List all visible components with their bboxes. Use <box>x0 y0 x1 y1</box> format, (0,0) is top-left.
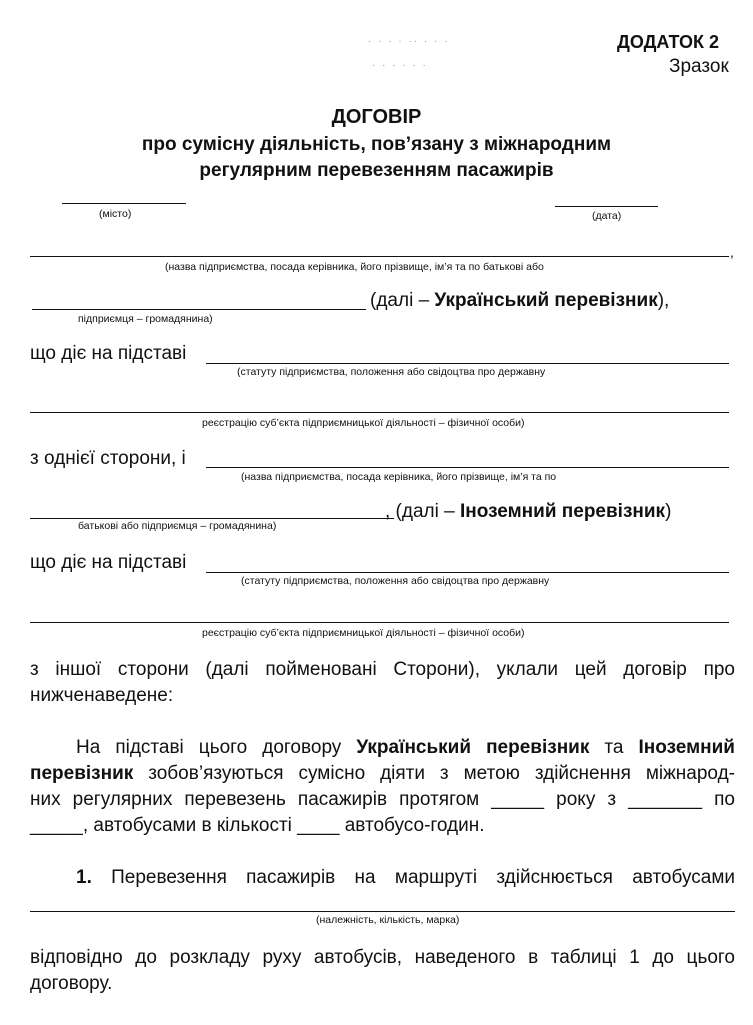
document-subtitle-line1: про сумісну діяльність, пов’язану з міжнародним <box>141 134 612 155</box>
party1-basis-caption2: реєстрацію суб’єкта підприємницької діяльності – фізичної особи) <box>202 417 525 429</box>
preamble-line3: них регулярних перевезень пасажирів протягом _____ року з _______ по <box>30 789 735 810</box>
comma-mark: , <box>730 244 734 260</box>
foreign-carrier-term: Іноземний перевізник <box>459 501 666 522</box>
date-field[interactable] <box>555 206 658 207</box>
preamble-line1: На підставі цього договору Український перевізник та Іноземний <box>76 737 735 758</box>
end-date-blank: _____ <box>30 815 83 836</box>
clause1-number: 1. <box>76 867 92 888</box>
party1-caption2: підприємця – громадянина) <box>78 313 213 325</box>
party2-basis-field[interactable] <box>206 572 729 573</box>
clause1-line3: договору. <box>30 973 113 994</box>
year-blank: _____ <box>491 789 545 810</box>
clause1-line1: 1. Перевезення пасажирів на маршруті здійснюється автобусами <box>76 867 735 888</box>
party2-basis-label: що діє на підставі <box>30 552 187 573</box>
city-caption: (місто) <box>99 208 132 220</box>
bus-details-field[interactable] <box>30 911 735 912</box>
party1-basis-caption1: (статуту підприємства, положення або свідоцтва про державну <box>237 366 546 378</box>
appendix-label: ДОДАТОК 2 <box>617 32 720 52</box>
party1-role-line: (далі – Український перевізник), <box>370 290 670 311</box>
party2-basis-field-cont[interactable] <box>30 622 729 623</box>
document-subtitle-line2: регулярним перевезенням пасажирів <box>199 160 554 181</box>
document-title: ДОГОВІР <box>331 106 422 128</box>
party2-role-line: , (далі – Іноземний перевізник) <box>385 501 672 522</box>
party2-intro: з однієї сторони, і <box>30 448 186 469</box>
clause1-line2: відповідно до розкладу руху автобусів, наведеного в таблиці 1 до цього <box>30 947 735 968</box>
party2-basis-caption2: реєстрацію суб’єкта підприємницької діяльності – фізичної особи) <box>202 627 525 639</box>
preamble-line2: перевізник зобов’язуються сумісно діяти з метою здійснення міжнарод- <box>30 763 735 784</box>
party1-name-field[interactable] <box>30 256 729 257</box>
party1-basis-label: що діє на підставі <box>30 343 187 364</box>
closing-paragraph <box>30 657 735 709</box>
date-caption: (дата) <box>592 210 622 222</box>
bus-details-caption: (належність, кількість, марка) <box>316 914 460 926</box>
party1-name-field-cont[interactable] <box>32 309 366 310</box>
closing-line2: нижченаведене: <box>30 685 174 706</box>
party2-basis-caption1: (статуту підприємства, положення або свідоцтва про державну <box>241 575 550 587</box>
party1-basis-field[interactable] <box>206 363 729 364</box>
party2-caption2: батькові або підприємця – громадянина) <box>78 520 277 532</box>
preamble-line4: _____, автобусами в кількості ____ автобусо-годин. <box>30 815 485 836</box>
clause1-continuation <box>30 945 735 997</box>
scan-noise: · · · · · · <box>372 60 428 71</box>
city-field[interactable] <box>62 203 186 204</box>
party2-name-field[interactable] <box>206 467 729 468</box>
closing-line1: з іншої сторони (далі пойменовані Сторони), уклали цей договір про <box>30 659 735 680</box>
preamble-paragraph <box>30 735 735 839</box>
start-date-blank: _______ <box>628 789 703 810</box>
party2-caption1: (назва підприємства, посада керівника, його прізвище, ім’я та по <box>241 471 557 483</box>
sample-label: Зразок <box>669 56 729 77</box>
scan-noise: · · · · ·· · · · <box>368 36 450 47</box>
bus-hours-blank: ____ <box>297 815 340 836</box>
party1-caption1: (назва підприємства, посада керівника, його прізвище, ім’я та по батькові або <box>165 261 544 273</box>
party2-name-field-cont[interactable] <box>30 518 394 519</box>
ukrainian-carrier-term: Український перевізник <box>434 290 658 311</box>
party1-basis-field-cont[interactable] <box>30 412 729 413</box>
